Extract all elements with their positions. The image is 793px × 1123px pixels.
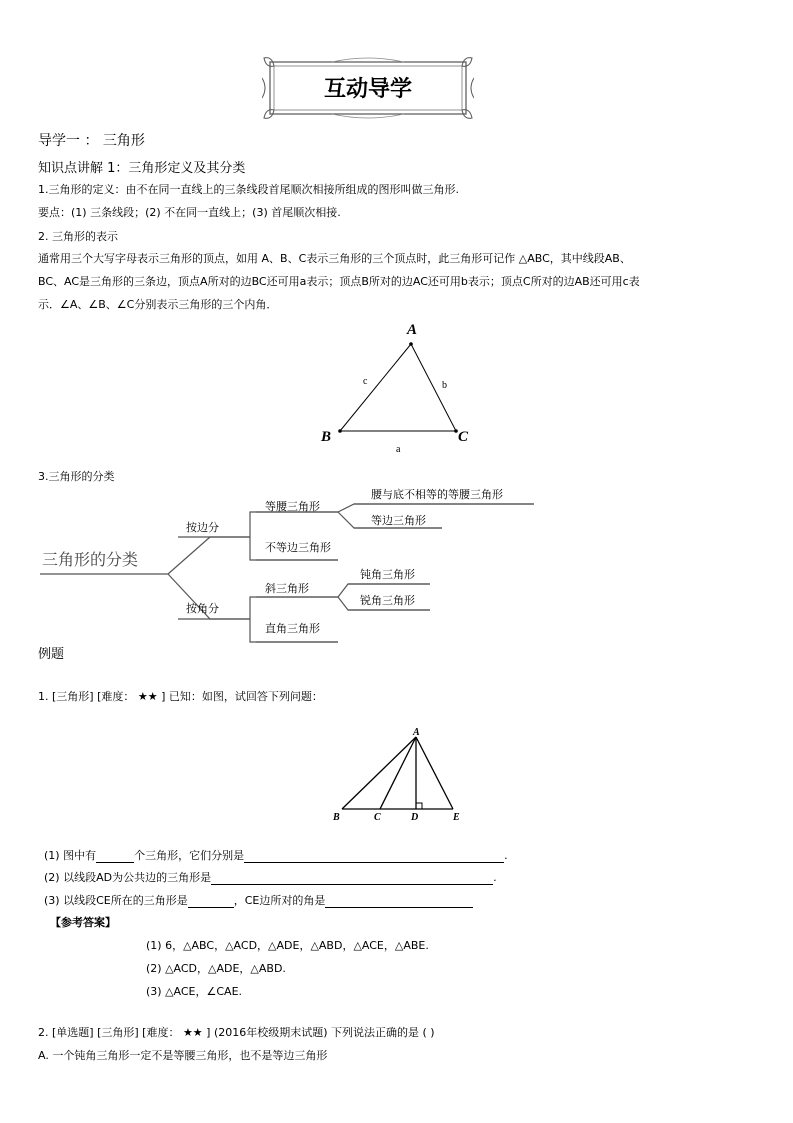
examples-label: 例题 [38, 647, 65, 662]
answer-3: (3) △ACE，∠CAE. [146, 985, 243, 998]
representation-line-2: BC、AC是三角形的三条边，顶点A所对的边BC还可用a表示；顶点B所对的边AC还可用b表示；顶点C所对的边AB还可用c表 [38, 275, 640, 288]
question-1-sub1: (1) 图中有 个三角形，它们分别是 . [44, 849, 508, 862]
tree-right-label: 直角三角形 [265, 622, 320, 635]
side-label-c: c [363, 376, 368, 387]
tree-scalene-label: 不等边三角形 [265, 541, 331, 554]
classification-title: 3.三角形的分类 [38, 470, 115, 483]
tree-iso-sub2-label: 等边三角形 [371, 514, 426, 527]
q1-label-a: A [413, 727, 420, 738]
answer-2: (2) △ACD，△ADE，△ABD. [146, 962, 286, 975]
question-2-option-a[interactable]: A. 一个钝角三角形一定不是等腰三角形，也不是等边三角形 [38, 1049, 328, 1062]
vertex-label-a: A [407, 322, 418, 338]
question-1-stem: 1. [三角形] [难度： ★★ ] 已知：如图，试回答下列问题： [38, 690, 323, 703]
definition-text: 1.三角形的定义：由不在同一直线上的三条线段首尾顺次相接所组成的图形叫做三角形. [38, 183, 459, 196]
tree-acute-label: 锐角三角形 [360, 594, 415, 607]
question-2-stem: 2. [单选题] [三角形] [难度： ★★ ] (2016年校级期末试题) 下列说法正确的是 ( ) [38, 1026, 435, 1039]
key-points-text: 要点：(1) 三条线段；(2) 不在同一直线上；(3) 首尾顺次相接. [38, 206, 341, 219]
tree-isosceles-label: 等腰三角形 [265, 500, 320, 513]
q1-label-c: C [374, 812, 381, 823]
tree-iso-sub1-label: 腰与底不相等的等腰三角形 [371, 488, 503, 501]
question-1-sub2: (2) 以线段AD为公共边的三角形是 . [44, 871, 497, 884]
q1-label-b: B [333, 812, 340, 823]
q1-label-e: E [453, 812, 460, 823]
tree-oblique-label: 斜三角形 [265, 582, 309, 595]
knowledge-point-heading: 知识点讲解 1：三角形定义及其分类 [38, 161, 246, 176]
blank-count[interactable] [96, 850, 134, 863]
blank-ce-triangle[interactable] [188, 895, 234, 908]
answer-1: (1) 6，△ABC，△ACD，△ADE，△ABD，△ACE，△ABE. [146, 939, 429, 952]
page-title: 互动导学 [323, 76, 412, 102]
vertex-label-b: B [321, 429, 332, 445]
blank-ce-angle[interactable] [325, 895, 473, 908]
representation-title: 2. 三角形的表示 [38, 230, 118, 243]
tree-by-angle-label: 按角分 [186, 602, 219, 615]
side-label-a: a [396, 444, 401, 455]
side-label-b: b [442, 380, 447, 391]
tree-obtuse-label: 钝角三角形 [360, 568, 415, 581]
section-heading: 导学一 ： 三角形 [38, 133, 145, 149]
representation-line-1: 通常用三个大写字母表示三角形的顶点，如用 A、B、C表示三角形的三个顶点时，此三角形可记作 △ABC，其中线段AB、 [38, 252, 631, 265]
q1-label-d: D [411, 812, 419, 823]
vertex-label-c: C [458, 429, 469, 445]
blank-ad-triangles[interactable] [211, 872, 493, 885]
triangle-abc-figure [310, 318, 480, 458]
tree-by-side-label: 按边分 [186, 521, 219, 534]
answer-label: 【参考答案】 [50, 916, 116, 929]
representation-line-3: 示．∠A、∠B、∠C分别表示三角形的三个内角． [38, 298, 278, 311]
tree-root-label: 三角形的分类 [42, 550, 139, 569]
blank-triangles[interactable] [244, 850, 504, 863]
question-1-sub3: (3) 以线段CE所在的三角形是 ，CE边所对的角是 [44, 892, 473, 908]
question-1-figure [325, 724, 475, 826]
